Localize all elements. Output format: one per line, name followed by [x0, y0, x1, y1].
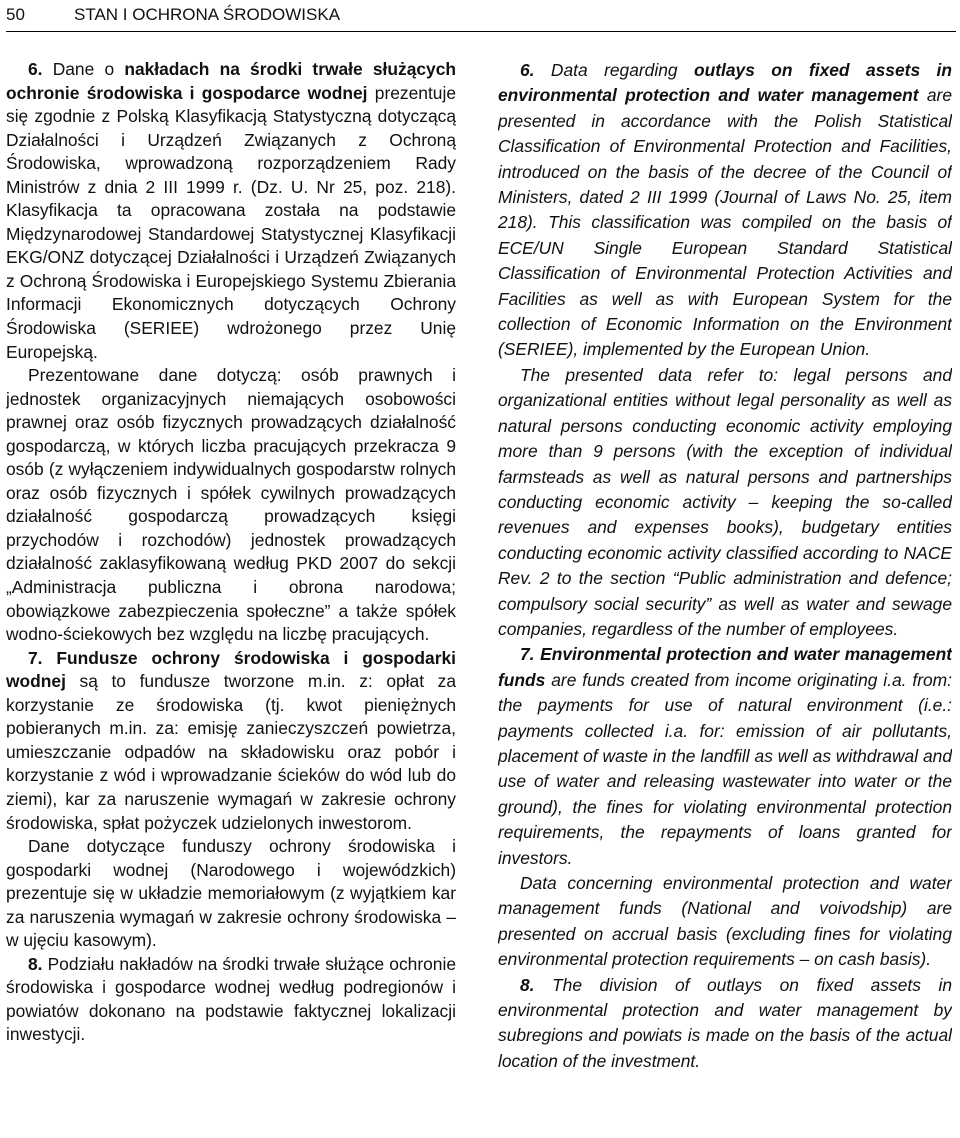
en-item-number-8: 8.: [520, 974, 535, 995]
pl-item-number-8: 8.: [28, 953, 43, 974]
en-item-number-7: 7.: [520, 644, 535, 665]
en-p6-bold-term: outlays on fixed assets in environmental protection and water management: [498, 60, 952, 106]
running-header: [6, 2, 946, 32]
en-p7-bold-term: Environmental protection and water management funds: [498, 644, 952, 690]
pl-p8-text: Podziału nakładów na środki trwałe służące ochronie środowiska i gospodarce wodnej według podregionów i powiatów dokonano na podstawie faktycznej lokalizacji inwestycji.: [6, 953, 456, 1045]
pl-p6-text-c: prezentuje się zgodnie z Polską Klasyfikacją Statystyczną dotyczącą Działalności i Urządzeń Związanych z Ochroną Środowiska, wprowadzoną rozporządzeniem Rady Ministrów z dnia 2 III 1999 r. (Dz. U. Nr 25, poz. 218). Klasyfikacja ta opracowana została na podstawie Międzynarodowej Standardowej Statystycznej Klasyfikacji EKG/ONZ dotyczącej Działalności i Urządzeń Związanych z Ochroną Środowiska i Europejskiego Systemu Zbierania Informacji Ekonomicznych dotyczących Ochrony Środowiska (SERIEE) wdrożonego przez Unię Europejską.: [6, 82, 456, 362]
polish-column: [6, 58, 456, 1136]
pl-item-number-6: 6.: [28, 59, 43, 79]
pl-paragraph-7: [6, 647, 456, 835]
en-p6-text-a: Data regarding: [534, 60, 694, 80]
pl-paragraph-6: [6, 58, 456, 364]
pl-paragraph-scope: Prezentowane dane dotyczą: osób prawnych i jednostek organizacyjnych niemających osobowości prawnej oraz osób fizycznych prowadzących działalność gospodarczą, w których liczba pracujących przekracza 9 osób (z wyłączeniem indywidualnych gospodarstw rolnych oraz osób fizycznych i spółek cywilnych prowadzących działalność gospodarczą prowadzących księgi przychodów i rozchodów) jednostek prowadzących działalność zaklasyfikowaną według PKD 2007 do sekcji „Administracja publiczna i obrona narodowa; obowiązkowe zabezpieczenia społeczne” a także spółek wodno-ściekowych bez względu na liczbę pracujących.: [6, 365, 456, 645]
en-paragraph-6: [498, 58, 952, 363]
pl-paragraph-funds-data: Dane dotyczące funduszy ochrony środowiska i gospodarki wodnej (Narodowego i wojewódzkich) prezentuje się w układzie memoriałowym (z wyjątkiem kar za naruszenia wymagań w zakresie ochrony środowiska – w ujęciu kasowym).: [6, 836, 456, 951]
pl-p6-bold-term: nakładach na środki trwałe służących ochronie środowiska i gospodarce wodnej: [6, 59, 456, 103]
pl-item-number-7: 7.: [28, 647, 43, 668]
en-item-number-6: 6.: [520, 60, 535, 80]
pl-p6-text-a: Dane o: [42, 59, 125, 79]
en-paragraph-8: [498, 973, 952, 1075]
en-paragraph-scope: The presented data refer to: legal persons and organizational entities without legal personality as well as natural persons conducting economic activity employing more than 9 persons (with the exception of individual farmsteads as well as natural persons and partnerships conducting economic activity – keeping the so-called revenues and expenses books), budgetary entities conducting economic activity classified according to NACE Rev. 2 to the section “Public administration and defence; compulsory social security” as well as water and sewage companies, regardless of the number of employees.: [498, 364, 952, 639]
en-p7-text: are funds created from income originating i.a. from: the payments for use of natural environment (i.e.: payments collected i.a. for: emission of air pollutants, placement of waste in the landfill as well as withdrawal and use of water and releasing wastewater into water or the ground), the fines for violating environmental protection requirements, the repayments of loans granted for investors.: [498, 669, 952, 868]
en-paragraph-funds-data: Data concerning environmental protection and water management funds (National and voivodship) are presented on accrual basis (excluding fines for violating environmental protection requirements – on cash basis).: [498, 873, 952, 970]
pl-paragraph-8: [6, 953, 456, 1047]
pl-p7-bold-term: Fundusze ochrony środowiska i gospodarki wodnej: [6, 647, 456, 692]
en-paragraph-7: [498, 642, 952, 871]
en-p6-text-c: are presented in accordance with the Polish Statistical Classification of Environmental Protection and Facilities, introduced on the basis of the decree of the Council of Ministers, dated 2 III 1999 (Journal of Laws No. 25, item 218). This classification was compiled on the basis of ECE/UN Single European Standard Statistical Classification of Environmental Protection Activities and Facilities as well as with European System for the collection of Economic Information on the Environment (SERIEE), implemented by the European Union.: [498, 85, 952, 360]
running-title: STAN I OCHRONA ŚRODOWISKA: [74, 5, 341, 24]
page-number: 50: [6, 5, 25, 24]
header-rule: [6, 31, 956, 32]
en-p8-text: The division of outlays on fixed assets in environmental protection and water management by subregions and powiats is made on the basis of the actual location of the investment.: [498, 974, 952, 1071]
pl-p7-text: są to fundusze tworzone m.in. z: opłat za korzystanie ze środowiska (tj. kwot pieniężnych pobieranych m.in. za: emisję zanieczyszczeń powietrza, umieszczanie odpadów na składowisku oraz pobór i korzystanie z wód i wprowadzanie ścieków do wód lub do ziemi), kar za naruszenie wymagań w zakresie ochrony środowiska, spłat pożyczek udzielonych inwestorom.: [6, 671, 456, 833]
english-column: [498, 58, 952, 1136]
